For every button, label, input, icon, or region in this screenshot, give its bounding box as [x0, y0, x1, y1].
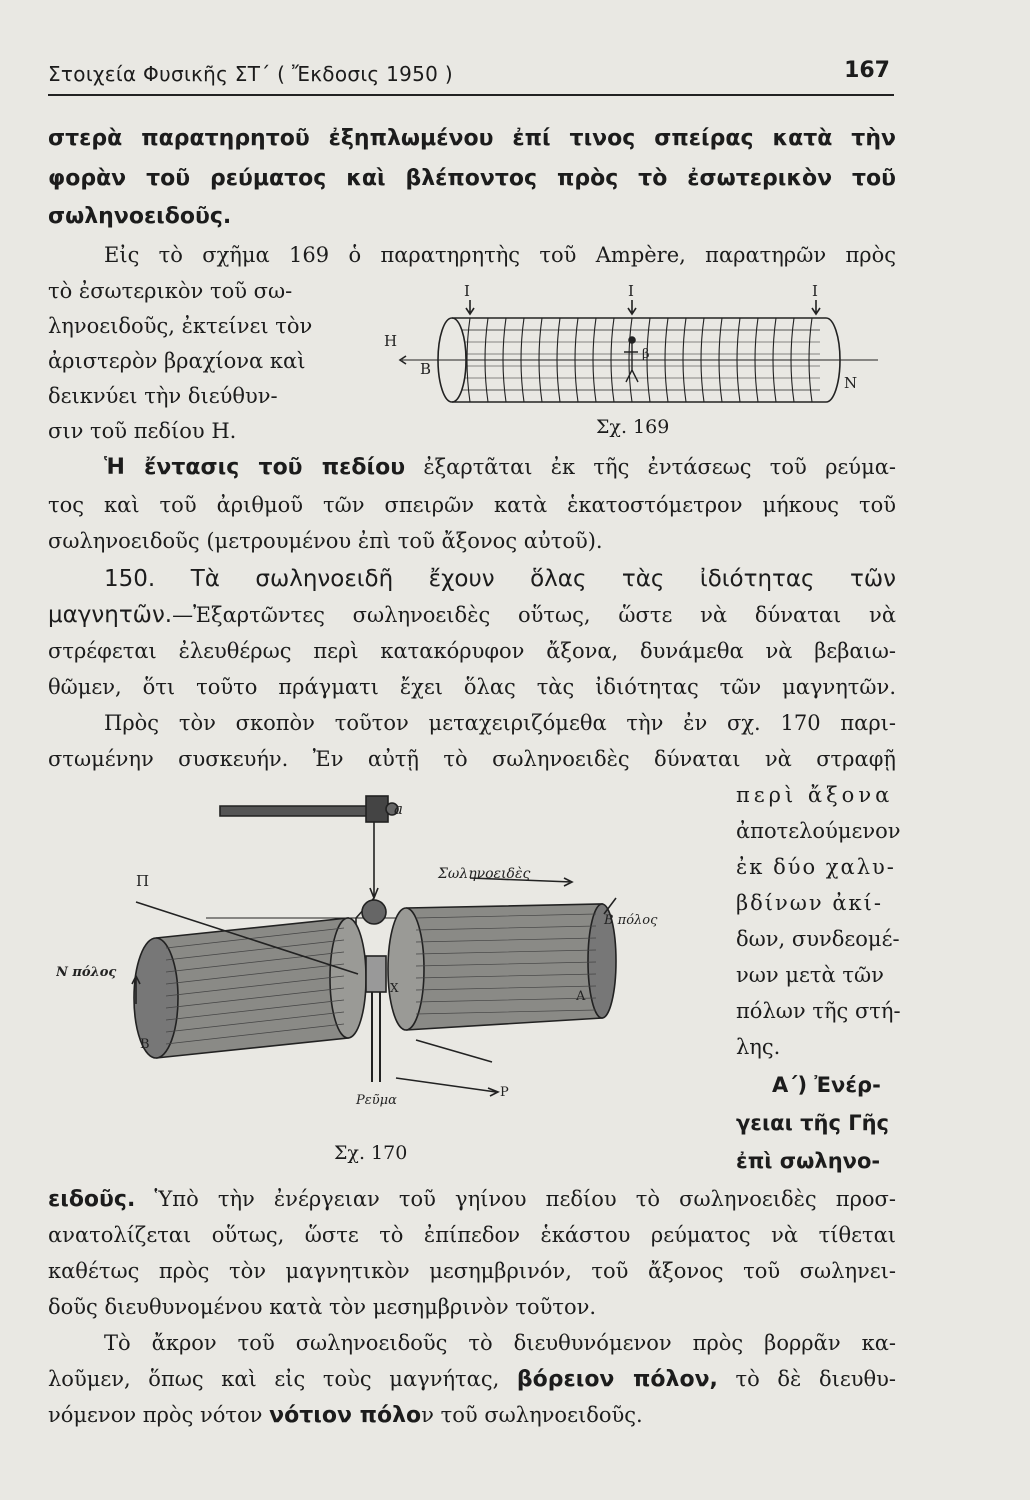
- side-line1: περὶ ἄξονα: [736, 783, 894, 807]
- para5-line1: [48, 1184, 896, 1215]
- para5-line3: καθέτως πρὸς τὸν μαγνητικὸν μεσημβρινόν, τοῦ ἄξονος τοῦ σωληνει-: [48, 1259, 896, 1283]
- para3-line1: [104, 452, 896, 483]
- fig170-label-current: Ρεῦμα: [356, 1093, 397, 1108]
- running-header: [48, 58, 894, 96]
- fig170-label-P: Ρ: [500, 1085, 509, 1100]
- fig170-label-n-pole: Ν πόλος: [56, 965, 117, 980]
- figure-169-caption: Σχ. 169: [596, 416, 670, 438]
- para1-line3: σωληνοειδοῦς.: [48, 204, 232, 229]
- section-150-heading: 150. Τὰ σωληνοειδῆ ἔχουν ὅλας τὰς ἰδιότητας τῶν: [104, 566, 896, 592]
- para3-line2: τος καὶ τοῦ ἀριθμοῦ τῶν σπειρῶν κατὰ ἑκατοστόμετρον μήκους τοῦ: [48, 493, 896, 517]
- fig169-label-I-mid: I: [628, 282, 634, 300]
- side-line4: βδίνων ἀκί-: [736, 891, 883, 915]
- para6-bold-south-pole: νότιον πόλο: [269, 1403, 422, 1428]
- para6-line2-c: τὸ δὲ διευθυ-: [717, 1367, 896, 1391]
- fig169-label-I-left: I: [464, 282, 470, 300]
- para4-line1: Πρὸς τὸν σκοπὸν τοῦτον μεταχειριζόμεθα τὴν ἐν σχ. 170 παρι-: [104, 711, 896, 735]
- para6-line3-c: ν τοῦ σωληνοειδοῦς.: [421, 1403, 643, 1427]
- header-title: Στοιχεία Φυσικῆς ΣΤ΄ ( Ἔκδοσις 1950 ): [48, 62, 453, 86]
- para3-line1-rest: ἐξαρτᾶται ἐκ τῆς ἐντάσεως τοῦ ρεύμα-: [405, 455, 896, 479]
- fig170-label-pi: Π: [136, 872, 150, 890]
- side-line5: δων, συνδεομέ-: [736, 927, 900, 951]
- page-number: 167: [844, 58, 890, 83]
- side-line6: νων μετὰ τῶν: [736, 963, 884, 987]
- para2-line1: Εἰς τὸ σχῆμα 169 ὁ παρατηρητὴς τοῦ Ampère, παρατηρῶν πρὸς: [104, 243, 896, 267]
- side-line7: πόλων τῆς στή-: [736, 999, 901, 1023]
- fig169-label-beta: β: [642, 347, 650, 362]
- side-line9-text: Α΄) Ἐνέρ-: [772, 1073, 881, 1097]
- para5-line4: δοῦς διευθυνομένου κατὰ τὸν μεσημβρινὸν τοῦτον.: [48, 1295, 597, 1319]
- fig170-label-B: Β: [140, 1037, 150, 1052]
- fig170-label-x: Χ: [390, 981, 399, 995]
- para6-line3: [48, 1400, 896, 1431]
- para3-line3: σωληνοειδοῦς (μετρουμένου ἐπὶ τοῦ ἄξονος αὐτοῦ).: [48, 529, 603, 553]
- para4-line2: στωμένην συσκευήν. Ἐν αὐτῇ τὸ σωληνοειδὲς δύναται νὰ στραφῇ: [48, 747, 896, 771]
- para1-line1: στερὰ παρατηρητοῦ ἐξηπλωμένου ἐπί τινος σπείρας κατὰ τὴν: [48, 126, 896, 151]
- para5-bold-term: ειδοῦς.: [48, 1187, 136, 1212]
- figure-170-solenoid-apparatus: [56, 778, 696, 1128]
- para3-bold-term: Ἡ ἔντασις τοῦ πεδίου: [104, 455, 406, 480]
- fig169-label-H: H: [384, 332, 398, 350]
- fig170-label-solenoid: Σωληνοειδὲς: [438, 866, 531, 882]
- side-line8: λης.: [736, 1035, 781, 1059]
- para5-line1-rest: Ὑπὸ τὴν ἐνέργειαν τοῦ γηίνου πεδίου τὸ σωληνοειδὲς προσ-: [135, 1187, 896, 1211]
- fig170-label-b-pole: Β πόλος: [604, 913, 658, 928]
- side-line9: [772, 1070, 881, 1100]
- side-line10: γειαι τῆς Γῆς: [736, 1111, 889, 1135]
- section-150-line2-rest: —Ἐξαρτῶντες σωληνοειδὲς οὕτως, ὥστε νὰ δύναται νὰ: [172, 603, 896, 627]
- fig169-label-B: B: [420, 360, 432, 378]
- para2-line5: δεικνύει τὴν διεύθυν-: [48, 384, 278, 408]
- side-line11: ἐπὶ σωληνο-: [736, 1149, 881, 1173]
- para6-line3-a: νόμενον πρὸς νότον: [48, 1403, 270, 1427]
- para2-line2: τὸ ἐσωτερικὸν τοῦ σω-: [48, 279, 293, 303]
- section-150-heading-end: μαγνητῶν.: [48, 602, 173, 628]
- para6-line2: [48, 1364, 896, 1395]
- para5-line2: ανατολίζεται οὕτως, ὥστε τὸ ἐπίπεδον ἑκάστου ρεύματος νὰ τίθεται: [48, 1223, 896, 1247]
- para1-line2: φορὰν τοῦ ρεύματος καὶ βλέποντος πρὸς τὸ ἐσωτερικὸν τοῦ: [48, 166, 896, 191]
- fig170-label-A: Α: [576, 989, 586, 1004]
- section-150-line2: [48, 600, 896, 630]
- fig169-label-I-right: I: [812, 282, 818, 300]
- para6-line1: Τὸ ἄκρον τοῦ σωληνοειδοῦς τὸ διευθυνόμενον πρὸς βορρᾶν κα-: [104, 1331, 896, 1355]
- para6-line2-a: λοῦμεν, ὅπως καὶ εἰς τοὺς μαγνήτας,: [48, 1367, 517, 1391]
- fig169-label-N: N: [844, 374, 858, 392]
- side-line3: ἐκ δύο χαλυ-: [736, 855, 896, 879]
- section-150-line3: στρέφεται ἐλευθέρως περὶ κατακόρυφον ἄξονα, δυνάμεθα νὰ βεβαιω-: [48, 639, 896, 663]
- para2-line3: ληνοειδοῦς, ἐκτείνει τὸν: [48, 314, 313, 338]
- figure-169-solenoid: [380, 278, 900, 438]
- para6-bold-north-pole: βόρειον πόλον,: [516, 1367, 718, 1392]
- side-line2: ἀποτελούμενον: [736, 819, 901, 843]
- fig170-label-a: a: [394, 800, 403, 818]
- para2-line6: σιν τοῦ πεδίου Η.: [48, 419, 237, 443]
- figure-170-caption: Σχ. 170: [334, 1142, 408, 1164]
- para2-line4: ἀριστερὸν βραχίονα καὶ: [48, 349, 306, 373]
- section-150-line4: θῶμεν, ὅτι τοῦτο πράγματι ἔχει ὅλας τὰς ἰδιότητας τῶν μαγνητῶν.: [48, 675, 896, 699]
